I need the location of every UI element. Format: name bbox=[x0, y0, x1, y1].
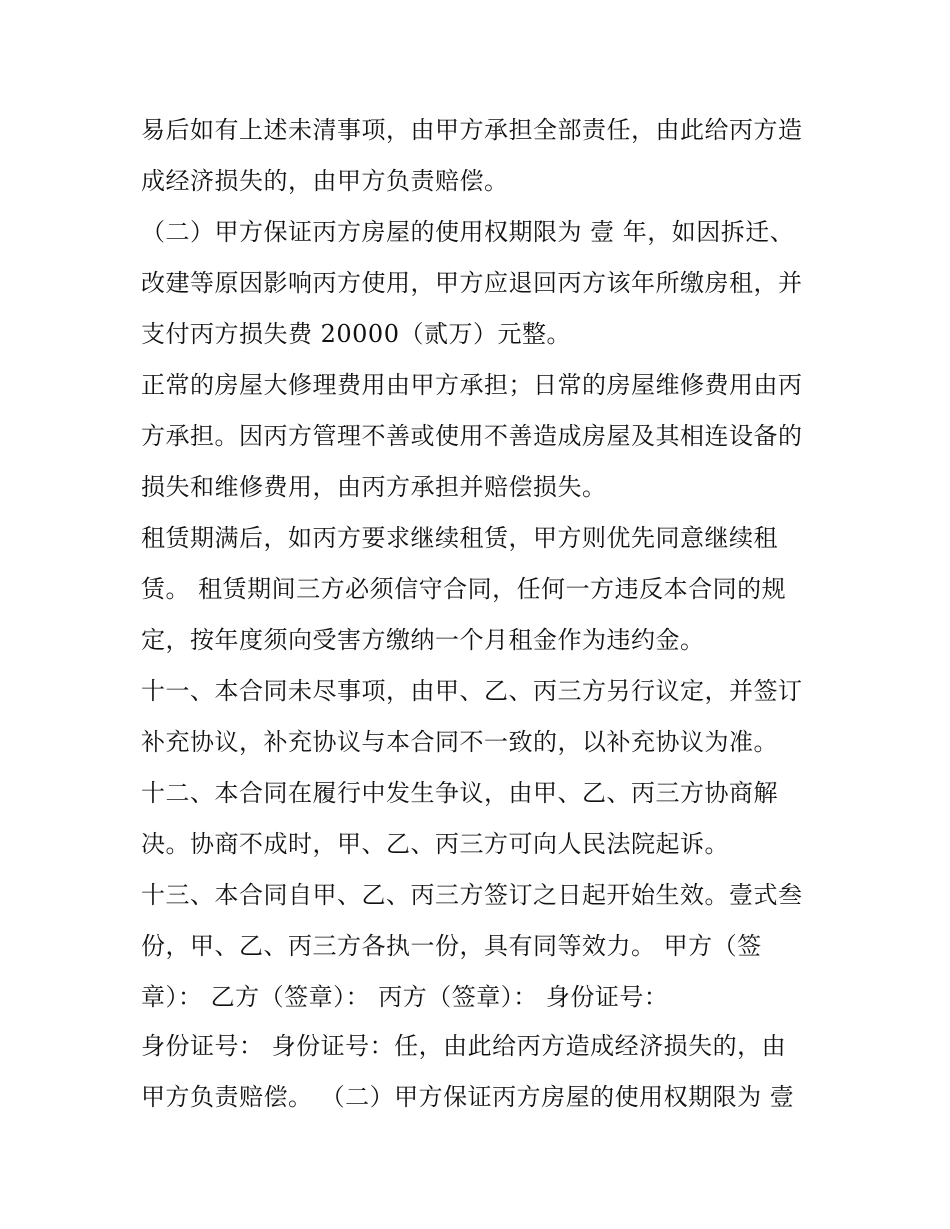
text-line: 损失和维修费用，由丙方承担并赔偿损失。 bbox=[141, 473, 607, 501]
text-line: 决。协商不成时，甲、乙、丙三方可向人民法院起诉。 bbox=[141, 830, 729, 858]
text-line: 十一、本合同未尽事项，由甲、乙、丙三方另行议定，并签订 bbox=[141, 677, 803, 705]
text-line: 方承担。因丙方管理不善或使用不善造成房屋及其相连设备的 bbox=[141, 422, 803, 450]
text-line: 赁。 租赁期间三方必须信守合同，任何一方违反本合同的规 bbox=[141, 575, 787, 603]
text-line: 补充协议，补充协议与本合同不一致的，以补充协议为准。 bbox=[141, 728, 778, 756]
text-line: 易后如有上述未清事项，由甲方承担全部责任，由此给丙方造 bbox=[141, 116, 803, 144]
text-line: 章）： 乙方（签章）： 丙方（签章）： 身份证号： bbox=[141, 983, 669, 1011]
text-line: 支付丙方损失费 20000（贰万）元整。 bbox=[141, 320, 571, 348]
text-line: 身份证号： 身份证号：任，由此给丙方造成经济损失的，由 bbox=[141, 1032, 787, 1060]
text-line: 十三、本合同自甲、乙、丙三方签订之日起开始生效。壹式叁 bbox=[141, 881, 803, 909]
text-line: 份，甲、乙、丙三方各执一份，具有同等效力。 甲方（签 bbox=[141, 932, 762, 960]
text-line: （二）甲方保证丙方房屋的使用权期限为 壹 年，如因拆迁、 bbox=[141, 218, 795, 246]
text-line: 甲方负责赔偿。 （二）甲方保证丙方房屋的使用权期限为 壹 bbox=[141, 1083, 795, 1111]
text-line: 改建等原因影响丙方使用，甲方应退回丙方该年所缴房租，并 bbox=[141, 269, 803, 297]
text-line: 成经济损失的，由甲方负责赔偿。 bbox=[141, 167, 509, 195]
text-line: 十二、本合同在履行中发生争议，由甲、乙、丙三方协商解 bbox=[141, 779, 778, 807]
text-line: 租赁期满后，如丙方要求继续租赁，甲方则优先同意继续租 bbox=[141, 524, 778, 552]
text-line: 定，按年度须向受害方缴纳一个月租金作为违约金。 bbox=[141, 626, 705, 654]
text-line: 正常的房屋大修理费用由甲方承担；日常的房屋维修费用由丙 bbox=[141, 371, 803, 399]
